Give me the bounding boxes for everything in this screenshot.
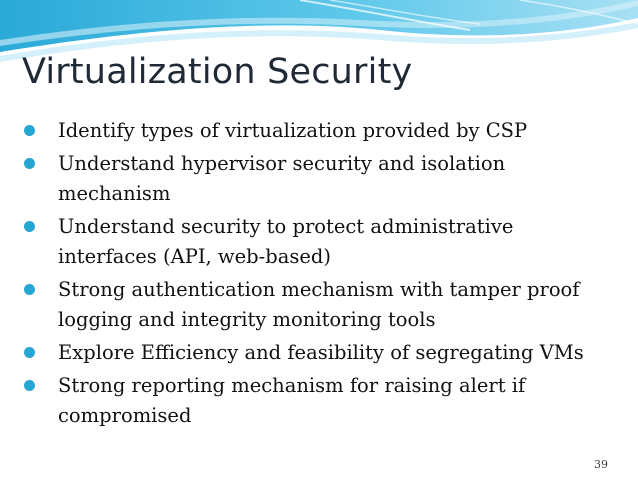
bullet-item (22, 116, 617, 146)
bullet-item (22, 212, 617, 272)
bullet-icon (24, 158, 35, 169)
bullet-item (22, 275, 617, 335)
bullet-item (22, 338, 617, 368)
bullet-icon (24, 221, 35, 232)
bullet-icon (24, 380, 35, 391)
bullet-item (22, 371, 617, 431)
bullet-list (22, 116, 617, 434)
bullet-icon (24, 284, 35, 295)
page-number: 39 (594, 458, 608, 471)
bullet-text: Strong reporting mechanism for raising alert if compromised (58, 374, 526, 427)
bullet-item (22, 149, 617, 209)
bullet-text: Understand hypervisor security and isolation mechanism (58, 152, 506, 205)
bullet-icon (24, 347, 35, 358)
bullet-text: Understand security to protect administrative interfaces (API, web-based) (58, 215, 514, 268)
slide-title: Virtualization Security (22, 52, 413, 92)
bullet-icon (24, 125, 35, 136)
bullet-text: Explore Efficiency and feasibility of segregating VMs (58, 341, 584, 364)
bullet-text: Identify types of virtualization provided by CSP (58, 119, 528, 142)
bullet-text: Strong authentication mechanism with tamper proof logging and integrity monitoring tools (58, 278, 580, 331)
